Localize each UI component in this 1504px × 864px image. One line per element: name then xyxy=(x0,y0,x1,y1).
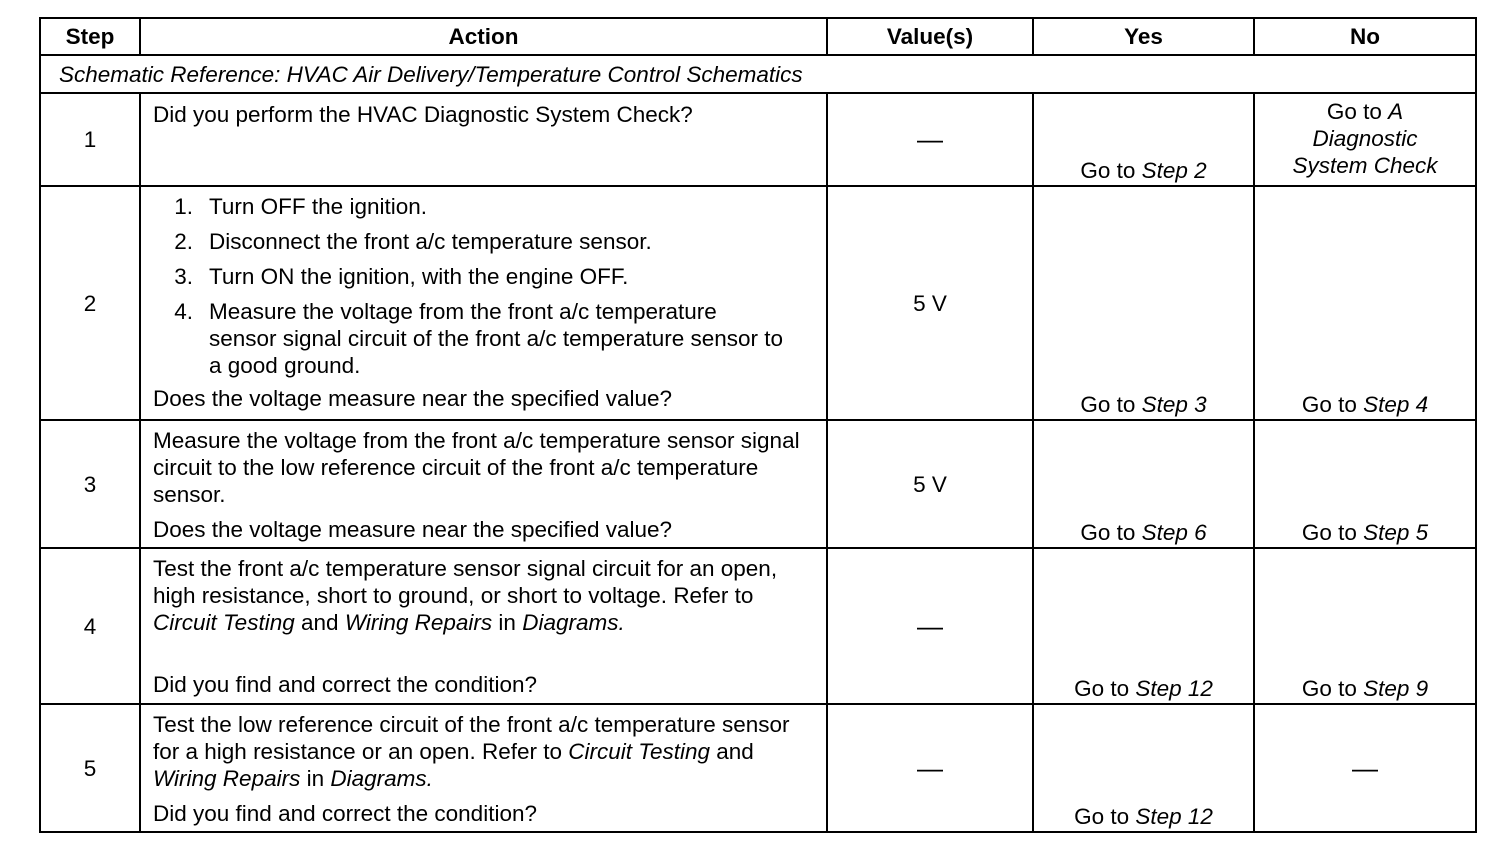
refer-label: Refer to xyxy=(481,739,563,764)
no-link[interactable]: A xyxy=(1388,99,1404,124)
list-item: 3. Turn ON the ignition, with the engine OFF. xyxy=(174,264,629,289)
action-cell xyxy=(140,548,827,704)
go-to-label: Go to xyxy=(1301,520,1357,545)
yes-cell xyxy=(1033,548,1254,704)
header-no: No xyxy=(1254,18,1476,55)
yes-link[interactable]: Step 12 xyxy=(1135,804,1213,829)
wiring-repairs-link[interactable]: Wiring Repairs xyxy=(344,610,493,635)
value-cell: — xyxy=(827,548,1033,704)
list-item: 2. Disconnect the front a/c temperature sensor. xyxy=(174,229,652,254)
action-question: Did you perform the HVAC Diagnostic System Check? xyxy=(153,102,693,127)
no-link[interactable]: Diagnostic xyxy=(1312,126,1418,151)
go-to-label: Go to xyxy=(1074,676,1130,701)
go-to-label: Go to xyxy=(1301,676,1357,701)
diagrams-link[interactable]: Diagrams. xyxy=(522,610,625,635)
go-to-label: Go to xyxy=(1074,804,1130,829)
go-to-label: Go to xyxy=(1080,158,1136,183)
step-number: 5 xyxy=(40,704,140,832)
go-to-label: Go to xyxy=(1301,392,1357,417)
step-number: 3 xyxy=(40,420,140,548)
step-number: 2 xyxy=(40,186,140,420)
value-cell: — xyxy=(827,704,1033,832)
no-link[interactable]: Step 5 xyxy=(1363,520,1429,545)
go-to-label: Go to xyxy=(1326,99,1382,124)
header-action: Action xyxy=(140,18,827,55)
go-to-label: Go to xyxy=(1080,392,1136,417)
action-text-body: Test the front a/c temperature sensor signal circuit for an open, high resistance, short to ground, or short to voltage. xyxy=(153,556,778,608)
header-step: Step xyxy=(40,18,140,55)
table-row xyxy=(40,704,1476,832)
header-yes: Yes xyxy=(1033,18,1254,55)
action-text: Measure the voltage from the front a/c temperature sensor signal circuit to the low reference circuit of the front a/c temperature sensor. xyxy=(153,428,800,507)
value-cell: — xyxy=(827,93,1033,186)
list-item: 1. Turn OFF the ignition. xyxy=(174,194,428,219)
no-cell xyxy=(1254,420,1476,548)
action-text xyxy=(153,711,816,792)
and-label: and xyxy=(301,610,339,635)
in-label: in xyxy=(498,610,516,635)
action-question: Does the voltage measure near the specified value? xyxy=(153,517,673,542)
table-row xyxy=(40,93,1476,186)
no-cell xyxy=(1254,93,1476,186)
circuit-testing-link[interactable]: Circuit Testing xyxy=(568,739,711,764)
yes-link[interactable]: Step 2 xyxy=(1141,158,1207,183)
no-link[interactable]: Step 9 xyxy=(1363,676,1429,701)
action-text xyxy=(153,555,816,636)
action-question: Did you find and correct the condition? xyxy=(153,672,537,697)
action-cell xyxy=(140,704,827,832)
action-cell xyxy=(140,420,827,548)
in-label: in xyxy=(306,766,325,791)
wiring-repairs-link[interactable]: Wiring Repairs xyxy=(153,766,301,791)
circuit-testing-link[interactable]: Circuit Testing xyxy=(153,610,295,635)
table-row xyxy=(40,548,1476,704)
no-link[interactable]: System Check xyxy=(1292,153,1438,178)
action-text-body: Test the low reference circuit of the front a/c temperature sensor for a high resistance or an open. xyxy=(153,712,790,764)
no-cell: — xyxy=(1254,704,1476,832)
action-list xyxy=(153,193,816,379)
step-number: 1 xyxy=(40,93,140,186)
yes-cell xyxy=(1033,93,1254,186)
table-row xyxy=(40,186,1476,420)
go-to-label: Go to xyxy=(1080,520,1136,545)
diagrams-link[interactable]: Diagrams. xyxy=(330,766,433,791)
table-row xyxy=(40,420,1476,548)
refer-label: Refer to xyxy=(673,583,754,608)
no-cell xyxy=(1254,186,1476,420)
schematic-reference: Schematic Reference: HVAC Air Delivery/Temperature Control Schematics xyxy=(40,55,1476,93)
yes-link[interactable]: Step 3 xyxy=(1141,392,1207,417)
no-cell xyxy=(1254,548,1476,704)
action-cell xyxy=(140,186,827,420)
header-row xyxy=(40,18,1476,55)
step-number: 4 xyxy=(40,548,140,704)
yes-cell xyxy=(1033,186,1254,420)
yes-cell xyxy=(1033,420,1254,548)
action-question: Does the voltage measure near the specified value? xyxy=(153,386,673,411)
yes-link[interactable]: Step 12 xyxy=(1135,676,1213,701)
diagnostic-table xyxy=(39,17,1477,833)
action-question: Did you find and correct the condition? xyxy=(153,801,537,826)
no-link[interactable]: Step 4 xyxy=(1363,392,1429,417)
and-label: and xyxy=(716,739,754,764)
action-cell xyxy=(140,93,827,186)
yes-cell xyxy=(1033,704,1254,832)
schematic-reference-row xyxy=(40,55,1476,93)
header-values: Value(s) xyxy=(827,18,1033,55)
value-cell: 5 V xyxy=(827,420,1033,548)
yes-link[interactable]: Step 6 xyxy=(1141,520,1207,545)
value-cell: 5 V xyxy=(827,186,1033,420)
list-item: 4. Measure the voltage from the front a/c temperature sensor signal circuit of the front a/c temperature sensor to a good ground. xyxy=(174,299,784,378)
